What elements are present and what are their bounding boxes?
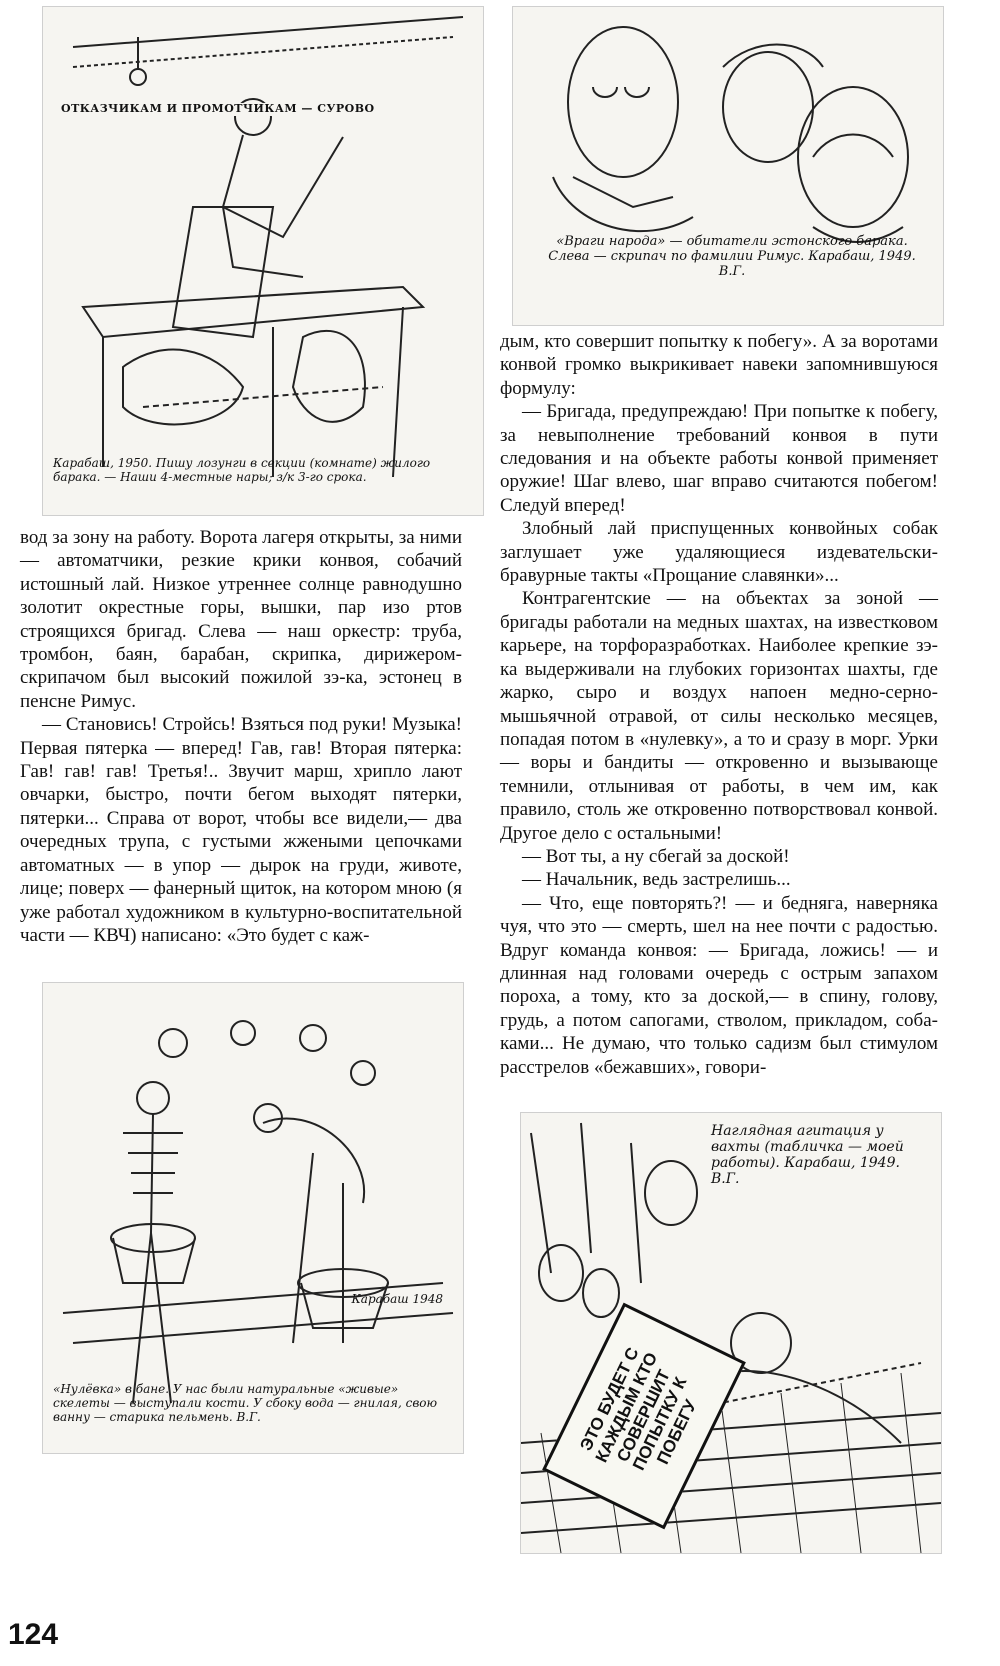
right-paragraph-5: — Вот ты, а ну сбегай за доской! [522, 845, 790, 867]
right-paragraph-6: — Начальник, ведь застрелишь... [522, 869, 791, 891]
portraits-caption: «Враги народа» — обитатели эстонского барака. Слева — скрипач по фамилии Римус. Карабаш, 1949. В.Г. [548, 234, 916, 279]
right-paragraph-1: дым, кто совершит попытку к побегу». А за воротами конвой громко выкрикивает навеки запомнившуюся формулу: [500, 331, 938, 399]
painter-caption: Карабаш, 1950. Пишу лозунги в секции (комнате) жилого барака. — Наши 4-местные нары; з/к 3-го срока. [53, 456, 431, 484]
right-paragraph-2: — Бригада, предупреждаю! При попытке к побегу, за невыполнение требований конвоя в пути следования и на объекте работы конвой применяет оружие! Шаг влево, шаг вправо считаются побегом! Следуй вперед! [500, 401, 938, 516]
illustration-painter [42, 6, 484, 516]
painter-sketch [43, 7, 483, 515]
bath-caption: «Нулёвка» в бане. У нас были натуральные «живые» скелеты — выступали кости. У сбоку вода — гнилая, свою ванну — старика пельмень. В.Г. [53, 1382, 438, 1424]
sign-caption: Наглядная агитация у вахты (табличка — моей работы). Карабаш, 1949. В.Г. [711, 1123, 904, 1188]
left-text-column [20, 526, 462, 947]
illustration-bath [42, 982, 464, 1454]
left-paragraph-2: — Становись! Стройсь! Взяться под руки! Музыка! Первая пятерка — вперед! Гав, гав! Вторая пятерка: Гав! гав! гав! Третья!.. Звучит марш, хрипло лают овчарки, быстро, почти бегом выходят пятерки, пятерки... Справа от ворот, чтобы все видели,— два очередных трупа, с густыми жжеными цепочками автоматных — в упор — дырок на груди, животе, лице; поверх — фанерный щиток, на котором мною (я уже работал художником в культурно-воспитательной части — КВЧ) написано: «Это будет с каж- [20, 714, 462, 946]
right-paragraph-4: Контрагентские — на объектах за зоной — бригады работали на медных шахтах, на известковом карьере, на торфоразработках. Наиболее крепкие зэ-ка выдерживали на глубоких горизонтах шахты, где жарко, сыро и воздух напоен медно-серно-мышьячной отравой, от силы несколько месяцев, попадая потом в «нулевку», а то и сразу в морг. Урки — воры и бандиты — откровенно и вызывающе темнили, отлынивая от работы, в чем им, как правило, столь же откровенно потворствовал конвой. Другое дело с остальными! [500, 588, 938, 844]
illustration-sign [520, 1112, 942, 1554]
page-number: 124 [8, 1618, 59, 1651]
illustration-portraits [512, 6, 944, 326]
right-text-column [500, 330, 938, 1079]
right-paragraph-3: Злобный лай приспущенных конвойных собак заглушает уже удаляющиеся издевательски-бравурные такты «Прощание славянки»... [500, 518, 938, 587]
warning-sign-text: ЭТО БУДЕТ С КАЖДЫМ КТО СОВЕРШИТ ПОПЫТКУ К ПОБЕГУ [576, 1344, 701, 1474]
right-paragraph-7: — Что, еще повторять?! — и бедняга, наверняка чуя, что это — смерть, шел на нее почти с радостью. Вдруг команда конвоя: — Бригада, ложись! — и длинная над головами очередь с острым запахом пороха, а тому, кто за доской,— в спину, голову, грудь, а потом сапогами, стволом, прикладом, собаками... Не думаю, что только садизм был стимулом расстрелов «бежавших», говори- [500, 892, 938, 1078]
painter-slogan: ОТКАЗЧИКАМ И ПРОМОТЧИКАМ — СУРОВО [61, 103, 391, 116]
bath-signature: Карабаш 1948 [351, 1292, 443, 1306]
left-paragraph-1: вод за зону на работу. Ворота лагеря открыты, за ними — автоматчики, резкие крики конвоя, собачий истошный лай. Низкое утреннее солнце равнодушно золотит окрестные горы, вышки, пар изо ртов строящихся бригад. Слева — наш оркестр: труба, тромбон, баян, барабан, скрипка, дирижером-скрипачом был высокий пожилой зэ-ка, эстонец в пенсне Римус. [20, 527, 462, 712]
